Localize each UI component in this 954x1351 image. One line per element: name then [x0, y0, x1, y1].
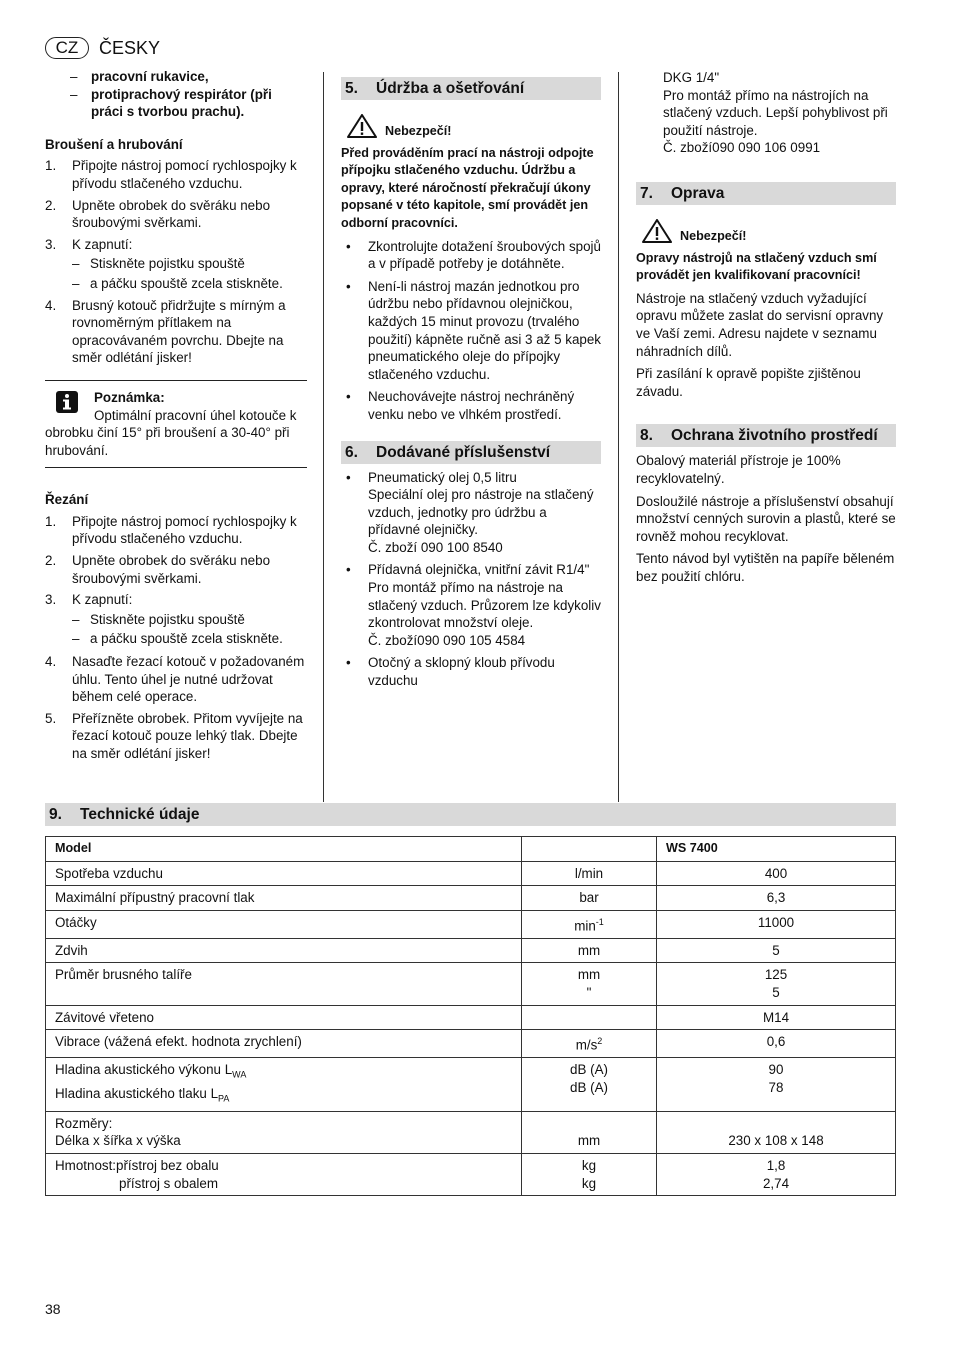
list-item: • Neuchovávejte nástroj nechráněný venku nebo ve vlhkém prostředí.: [346, 389, 575, 422]
table-row: Průměr brusného talíře mm " 125 5: [46, 963, 896, 1005]
list-item: 4. Nasaďte řezací kotouč v požadovaném úhlu. Tento úhel je nutné udržovat během celé operace.: [45, 654, 305, 705]
table-row: Maximální přípustný pracovní tlak bar 6,3: [46, 886, 896, 911]
danger-label: Nebezpečí!: [636, 219, 896, 246]
list-item: 1. Připojte nástroj pomocí rychlospojky k přívodu stlačeného vzduchu.: [45, 158, 297, 191]
list-item: 5. Přeřízněte obrobek. Přitom vyvíjejte na řezací kotouč pouze lehký tlak. Dbejte na směr odlétání jisker!: [45, 710, 303, 761]
table-row: Zdvih mm 5: [46, 938, 896, 963]
section-6-heading: 6. Dodávané příslušenství: [341, 441, 601, 464]
page-number: 38: [45, 1301, 61, 1317]
accessory-item: • Pneumatický olej 0,5 litru Speciální olej pro nástroje na stlačený vzduch, jednotky pro údržbu a přídavné olejničky. Č. zboží 090 100 8540: [346, 469, 594, 555]
list-item: 1. Připojte nástroj pomocí rychlospojky k přívodu stlačeného vzduchu.: [45, 513, 297, 547]
list-item: • Není-li nástroj mazán jednotkou pro údržbu nebo přídavnou olejničkou, každých 15 minut provozu (trvalého použití) kápněte ručně asi 3 až 5 kapek pneumatického oleje do přípojky stlačeného vzduchu.: [346, 278, 601, 382]
list-item: – Stiskněte pojistku spouště: [72, 256, 245, 272]
column-2: [341, 77, 601, 690]
warning-text: Před prováděním prací na nástroji odpojte přípojku stlačeného vzduchu. Údržbu a opravy, které náročností překračují úkony popsané v této kapitole, smí provádět jen odborní pracovníci.: [341, 145, 594, 230]
accessory-item: • Otočný a sklopný kloub přívodu vzduchu: [346, 655, 555, 689]
list-item: 3. K zapnutí:: [45, 592, 133, 608]
paragraph: Nástroje na stlačený vzduch vyžadující opravu můžete zaslat do servisní opravny ve Vaší zemi. Adresu najdete v seznamu náhradních dílů.: [636, 290, 884, 359]
warning-triangle-icon: [347, 114, 377, 138]
note-title: Poznámka:: [94, 389, 165, 405]
grinding-heading: Broušení a hrubování: [45, 136, 183, 152]
list-item: – a páčku spouště zcela stiskněte.: [72, 275, 283, 291]
table-row: Spotřeba vzduchu l/min 400: [46, 861, 896, 886]
paragraph: Dosloužilé nástroje a příslušenství obsahují množství cenných surovin a plastů, které se rovněž mohou recyklovat.: [636, 493, 896, 544]
warning-text: Opravy nástrojů na stlačený vzduch smí provádět jen kvalifikovaní pracovníci!: [636, 250, 877, 283]
paragraph: Tento návod byl vytištěn na papíře běleném bez použití chlóru.: [636, 551, 895, 584]
language-title: ČESKY: [99, 38, 161, 58]
section-5-heading: 5. Údržba a ošetřování: [341, 77, 601, 100]
list-item: 3. K zapnutí:: [45, 236, 133, 252]
column-divider: [323, 72, 324, 802]
list-item: 2. Upněte obrobek do svěráku nebo šroubovými svěrkami.: [45, 197, 271, 231]
note-text: Optimální pracovní úhel kotouče k obrobku činí 15° při broušení a 30-40° při hrubování.: [45, 407, 297, 458]
accessory-continued: DKG 1/4" Pro montáž přímo na nástrojích na stlačený vzduch. Lepší pohyblivost při použití nástroje. Č. zboží090 090 106 0991: [663, 70, 888, 156]
language-badge: CZ: [45, 37, 89, 59]
note-box: [45, 380, 307, 468]
table-row: Hladina akustického výkonu $L_{WA}$ Hladina akustického tlaku $L_{PA}$ dB (A) dB (A) 90 78: [46, 1058, 896, 1112]
info-icon: [56, 391, 78, 413]
warning-triangle-icon: [642, 219, 672, 243]
section-8-heading: 8. Ochrana životního prostředí: [636, 424, 896, 447]
list-item: – Stiskněte pojistku spouště: [72, 611, 245, 627]
section-7-heading: 7. Oprava: [636, 182, 896, 205]
table-row: Vibrace (vážená efekt. hodnota zrychlení) $m/s^2$ 0,6: [46, 1030, 896, 1058]
list-item: 4. Brusný kotouč přidržujte s mírným a rovnoměrným přítlakem na opracovávaném povrchu. Dbejte na směr odlétání jisker!: [45, 297, 286, 366]
table-row: Hmotnost:přístroj bez obalu přístroj s obalem kg kg 1,8 2,74: [46, 1154, 896, 1196]
accessory-item: • Přídavná olejnička, vnitřní závit R1/4" Pro montáž přímo na nástroje na stlačený vzduch. Průzorem lze kdykoliv zkontrolovat množství oleje. Č. zboží090 090 105 4584: [346, 562, 601, 648]
list-item: – protiprachový respirátor (při práci s tvorbou prachu).: [70, 86, 272, 120]
section-9-heading: 9. Technické údaje: [45, 803, 896, 826]
danger-label: Nebezpečí!: [341, 114, 601, 141]
list-item: – a páčku spouště zcela stiskněte.: [72, 631, 283, 647]
list-item: • Zkontrolujte dotažení šroubových spojů a v případě potřeby je dotáhněte.: [346, 238, 601, 272]
table-row: Rozměry: Délka x šířka x výška mm 230 x 108 x 148: [46, 1111, 896, 1153]
list-item: – pracovní rukavice,: [70, 69, 209, 84]
column-divider: [618, 72, 619, 802]
column-1: [45, 68, 307, 767]
table-row: Závitové vřeteno M14: [46, 1005, 896, 1030]
table-header-row: Model WS 7400: [46, 837, 896, 862]
cutting-heading: Řezání: [45, 492, 89, 508]
paragraph: Při zasílání k opravě popište zjištěnou závadu.: [636, 366, 861, 399]
table-row: Otáčky $\min^{-1}$ 11000: [46, 910, 896, 938]
tech-table: [45, 836, 896, 1196]
paragraph: Obalový materiál přístroje je 100% recyklovatelný.: [636, 453, 841, 486]
list-item: 2. Upněte obrobek do svěráku nebo šroubovými svěrkami.: [45, 553, 271, 586]
column-3: [636, 69, 896, 585]
